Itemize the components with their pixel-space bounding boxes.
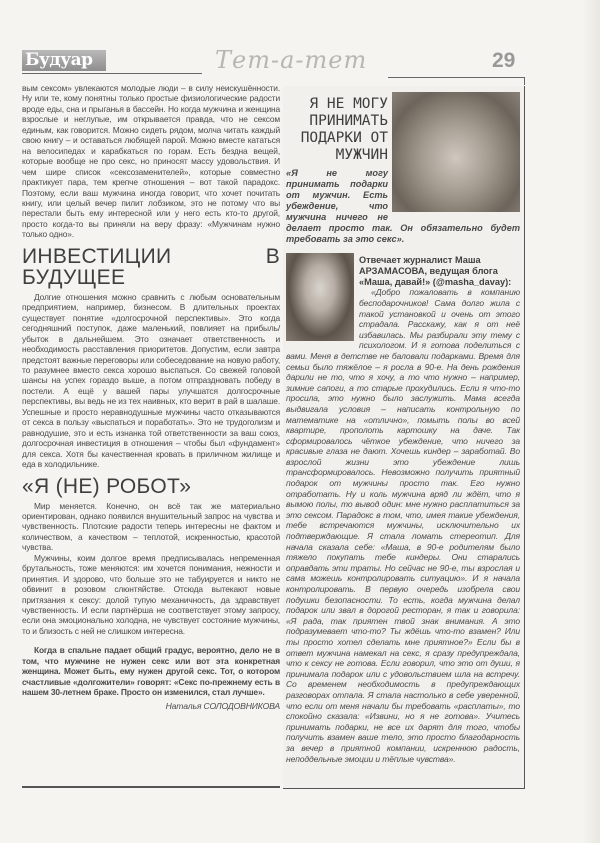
article-paragraph: Долгие отношения можно сравнить с любым основательным предприятием, например, бизнесом. В длительных проектах существует понятие «долгосрочной перспективы». Это когда сегодняшний поступок, даже маленький, повлияет на прибыль/убыток в дальнейшем. Это означает ответственность и необходимость расставления приоритетов. Допустим, если завтра предстоят важные переговоры или собеседование на новую работу, то разумнее вместо секса хорошо выспаться. Со свежей головой шансы на успех гораздо выше, а потом отпраздновать победу в постели. А ещё у вашей пары улучшатся долгосрочные перспективы, вы ведь не из тех наивных, кто верит в рай в шалаше. Успешные и просто неравнодушные мужчины часто отказываются от секса в пользу «выспаться и поработать». Это не трудоголизм и равнодушие, это и есть изнанка той ответственности за ваш союз, долгосрочная инвестиция в отношения – чтобы был «фундамент» для секса. Хотя бы качественная кровать в приличном жилище и еда в холодильнике. [22, 291, 280, 470]
answer-text: «Добро пожаловать в компанию бесподарочников! Сама долго жила с такой установкой и очень от этого страдала. Расскажу, как я от неё избавилась. Мы разбирали эту тему с психологом. И я готова поделиться с вами. Меня в детстве не баловали подарками. Время для семьи было тяжёлое – я росла в 90-е. На день рождения дарили не то, что я хочу, а то что нужно – например, зимние сапоги, а то старые прохудились. Если я что-то просила, это нужно было заслужить. Мама всегда выдвигала условия – написать контрольную по математике на «отлично», помыть полы во всей квартире, прополоть картошку на даче. Так сформировалось чёткое убеждение, что ничего за красивые глаза не дают. Хочешь киндер – заработай. Во взрослой жизни это убеждение лишь трансформировалось. Невозможно получить приятный подарок от мужчины просто так. Его нужно отработать. Ну и коль мужчина вряд ли ждёт, что я вымою полы, то вывод один: мне нужно расплатиться за это сексом. Парадокс в том, что, имея такие убеждения, тебе встречаются мужчины, исключительно их подтверждающие. Я стала ломать стереотип. Для начала сказала себе: «Маша, в 90-е родителям было тяжело покупать тебе киндеры. Они старались оправдать эти траты. Но сейчас не 90-е, ты взрослая и сама можешь контролировать ситуацию». И я начала контролировать. В первую очередь изобрела свои подушки безопасности. То есть, когда мужчина делал подарок или звал в дорогой ресторан, я так и говорила: «Я рада, так приятен твой знак внимания. А это подразумевает что-то? Ты ждёшь что-то взамен? Или ты просто хотел сделать мне приятное?» Если бы в ответ мужчина намекал на секс, я сразу предупреждала, что к сексу не готова. Если говорил, что это от души, я принимала подарок или с удовольствием шла на встречу. Со временем необходимость в предупреждающих разговорах отпала. Я стала настолько в себе уверенной, что если от меня начали бы требовать «расплаты», то спокойно сказала: «Извини, но я не готова». Учитесь принимать подарки, не все их дарят для того, чтобы получить взамен ваше тело, это просто благодарность за вечер в приятной компании, искреннюю радость, неподдельные эмоции и тёплые чувства». [286, 287, 520, 764]
article-conclusion: Когда в спальне падает общий градус, вероятно, дело не в том, что мужчине не нужен секс или вот эта конкретная женщина. Может быть, ему нужен другой секс. Тот, о котором счастливые «долгожители» говорят: «Секс по-прежнему есть в нашем 30-летнем браке. Просто он изменился, стал лучше». [22, 645, 280, 698]
header-rule-left [22, 73, 202, 74]
rubric-title: Тет-а-тет [215, 46, 368, 74]
main-article [22, 83, 280, 711]
header-rule-right [388, 77, 525, 78]
reader-quote: «Я не могу принимать подарки от мужчин. Есть убеждение, что мужчина ничего не делает просто так. Он обязательно будет требовать за это секс». [286, 168, 520, 244]
sidebar-title: Я НЕ МОГУ ПРИНИМАТЬ ПОДАРКИ ОТ МУЖЧИН [300, 96, 388, 163]
article-bottom-rule [22, 786, 280, 788]
section-heading: «Я (НЕ) РОБОТ» [22, 474, 192, 498]
article-paragraph: вым сексом» увлекаются молодые люди – в силу неискушённости. Ну или те, кому понятны только простые физиологические радости вроде еды, сна и прыганья в бассейн. Но когда мужчина и женщина взрослые и неглупые, им открывается правда, что не сексом единым, как говорится. Можно сидеть рядом, молча читать каждый свою книгу – и оставаться любящей парой. Можно вместе кататься на велосипедах и карабкаться по горам. Есть бездна вещей, которые вообще не про секс, но приносят массу удовольствия. И чем шире список «сексозаменителей», которые совместно практикует пара, тем крепче отношения – вот такой парадокс. Поэтому, если ваш мужчина иногда говорит, что хочет почитать книгу, или целый вечер пилит лобзиком, это не потому что вы перестали быть ему интересной или у него есть кто-то другой, просто когда-то вы приняли на веру фразу: «Мужчинам нужно только одно». [22, 83, 280, 240]
answer-heading: Отвечает журналист Маша АРЗАМАСОВА, ведущая блога «Маша, давай!» (@masha_davay): [359, 255, 512, 287]
gift-photo [392, 92, 520, 212]
newspaper-logo: Будуар [22, 50, 106, 71]
article-author: Наталья СОЛОДОВНИКОВА [165, 700, 280, 711]
section-heading: ИНВЕСТИЦИИ В БУДУЩЕЕ [22, 244, 280, 289]
journalist-portrait [286, 253, 354, 341]
article-paragraph: Мужчины, коим долгое время предписывалась непременная брутальность, тоже меняются: им хочется понимания, нежности и принятия. И здорово, что больше это не табуируется и никто не обвинит в розовом слюнтяйстве. Отсюда вытекают новые притязания к сексу: долой тупую механичность, да здравствует чувственность. И если партнёрша не соответствует этому запросу, если она эмоционально холодна, не чувствует состояние мужчины, то и близость с ней не слишком интересна. [22, 552, 280, 636]
page-number: 29 [492, 49, 516, 72]
sidebar-box [283, 86, 525, 789]
page-edge-shadow [582, 0, 600, 843]
header-rule-corner [524, 77, 525, 85]
article-paragraph: Мир меняется. Конечно, он всё так же материально ориентирован, однако появился внушительный запрос на чувства и чувственность. Плотские радости теперь интересны не фактом и количеством, а качеством – теплотой, искренностью, красотой чувства. [22, 500, 280, 553]
